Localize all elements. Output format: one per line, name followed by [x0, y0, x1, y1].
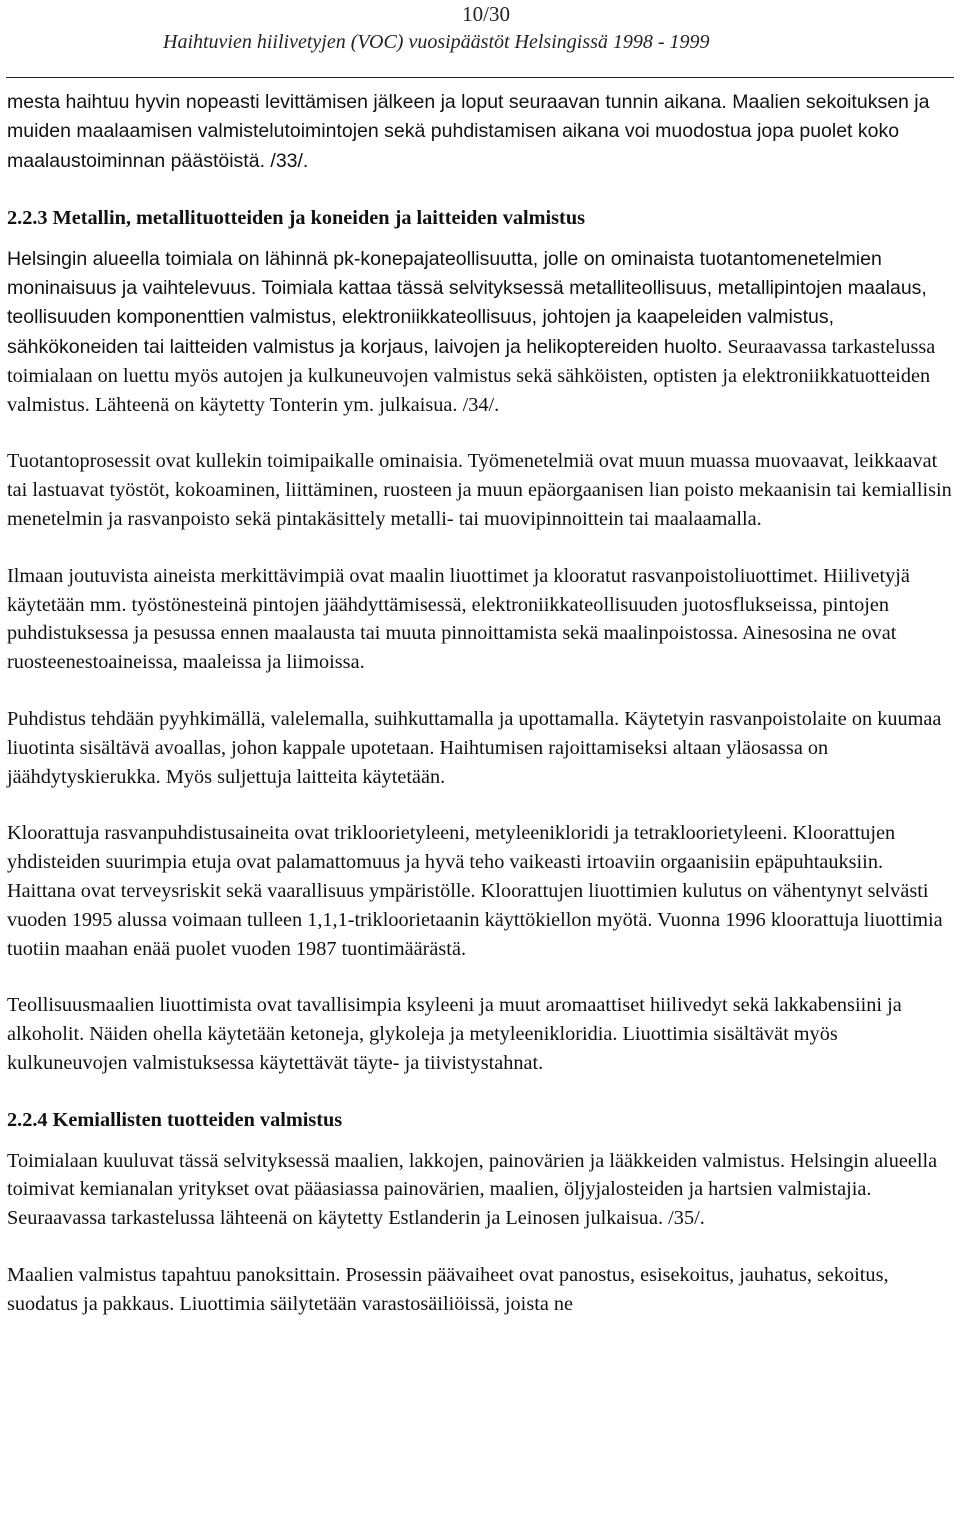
paragraph-metal-industry [7, 245, 953, 420]
paragraph-production-processes: Tuotantoprosessit ovat kullekin toimipaikalle ominaisia. Työmenetelmiä ovat muun muassa muovaavat, leikkaavat tai lastuavat työstöt, kokoaminen, liittäminen, ruosteen ja muun epäorgaanisen lian poisto mekaanisin tai kemiallisin menetelmin ja rasvanpoisto sekä pintakäsittely metalli- tai muovipinnoittein tai maalaamalla. [7, 450, 952, 531]
section-heading-2-2-4: 2.2.4 Kemiallisten tuotteiden valmistus [7, 1108, 343, 1131]
paragraph-metal-industry-part1: Helsingin alueella toimiala on lähinnä pk-konepajateollisuutta, jolle on ominaista tuotantomenetelmien moninaisuus ja vaihtelevuus. [7, 247, 882, 299]
paragraph-chlorinated-solvents: Kloorattuja rasvanpuhdistusaineita ovat trikloorietyleeni, metyleenikloridi ja tetrakloorietyleeni. Kloorattujen yhdisteiden suurimpia etuja ovat palamattomuus ja hyvä teho vaikeasti irtoaviin orgaanisiin epäpuhtauksiin. Haittana ovat terveysriskit sekä vaarallisuus ympäristölle. Kloorattujen liuottimien kulutus on vähentynyt selvästi vuoden 1995 alussa voimaan tulleen 1,1,1-trikloorietaanin käyttökiellon myötä. Vuonna 1996 kloorattuja liuottimia tuotiin maahan enää puolet vuoden 1987 tuontimäärästä. [7, 822, 943, 960]
paragraph-paint-manufacturing: Maalien valmistus tapahtuu panoksittain. Prosessin päävaiheet ovat panostus, esisekoitus, jauhatus, sekoitus, suodatus ja pakkaus. Liuottimia säilytetään varastosäiliöissä, joista ne [7, 1264, 889, 1315]
paragraph-chemical-products: Toimialaan kuuluvat tässä selvityksessä maalien, lakkojen, painovärien ja lääkkeiden valmistus. Helsingin alueella toimivat kemianalan yritykset ovat pääasiassa painovärien, maalien, öljyjalosteiden ja hartsien valmistajia. Seuraavassa tarkastelussa lähteenä on käytetty Estlanderin ja Leinosen julkaisua. /35/. [7, 1149, 938, 1230]
paragraph-industrial-paints: Teollisuusmaalien liuottimista ovat tavallisimpia ksyleeni ja muut aromaattiset hiilivedyt sekä lakkabensiini ja alkoholit. Näiden ohella käytetään ketoneja, glykoleja ja metyleenikloridia. Liuottimia sisältävät myös kulkuneuvojen valmistuksessa käytettävät täyte- ja tiivistystahnat. [7, 994, 902, 1075]
paragraph-cleaning: Puhdistus tehdään pyyhkimällä, valelemalla, suihkuttamalla ja upottamalla. Käytetyin rasvanpoistolaite on kuumaa liuotinta sisältävä avoallas, johon kappale upotetaan. Haihtumisen rajoittamiseksi altaan yläosassa on jäähdytyskierukka. Myös suljettuja laitteita käytetään. [7, 708, 942, 788]
page-number: 10/30 [462, 2, 510, 26]
paragraph-metal-industry-part3: Seuraavassa tarkastelussa toimialaan on luettu myös autojen ja kulkuneuvojen valmistus sekä sähköisten, optisten ja elektroniikkatuotteiden valmistus. Lähteenä on käytetty Tonterin ym. julkaisua. /34/. [7, 335, 936, 416]
header-divider [6, 77, 954, 78]
paragraph-metal-industry-part2: Toimiala kattaa tässä selvityksessä metalliteollisuus, metallipintojen maalaus, teollisuuden komponenttien valmistus, elektroniikkateollisuus, johtojen ja kaapeleiden valmistus, sähkökoneiden tai laitteiden valmistus ja korjaus, laivojen ja helikoptereiden huolto. [7, 276, 927, 358]
paragraph-air-emissions: Ilmaan joutuvista aineista merkittävimpiä ovat maalin liuottimet ja klooratut rasvanpoistoliuottimet. Hiilivetyjä käytetään mm. työstönesteinä pintojen jäähdyttämisessä, elektroniikkateollisuuden juotosflukseissa, pintojen puhdistuksessa ja pesussa ennen maalausta tai muuta pinnoittamista sekä maalinpoistossa. Ainesosina ne ovat ruosteenestoaineissa, maaleissa ja liimoissa. [7, 564, 910, 674]
body-text [7, 88, 953, 1319]
running-title: Haihtuvien hiilivetyjen (VOC) vuosipäästöt Helsingissä 1998 - 1999 [163, 31, 710, 53]
page-header [0, 0, 960, 84]
section-heading-2-2-3: 2.2.3 Metallin, metallituotteiden ja koneiden ja laitteiden valmistus [7, 206, 585, 229]
paragraph-continuation: mesta haihtuu hyvin nopeasti levittämisen jälkeen ja loput seuraavan tunnin aikana. Maalien sekoituksen ja muiden maalaamisen valmistelutoimintojen sekä puhdistamisen aikana voi muodostua jopa puolet koko maalaustoiminnan päästöistä. /33/. [7, 91, 930, 172]
